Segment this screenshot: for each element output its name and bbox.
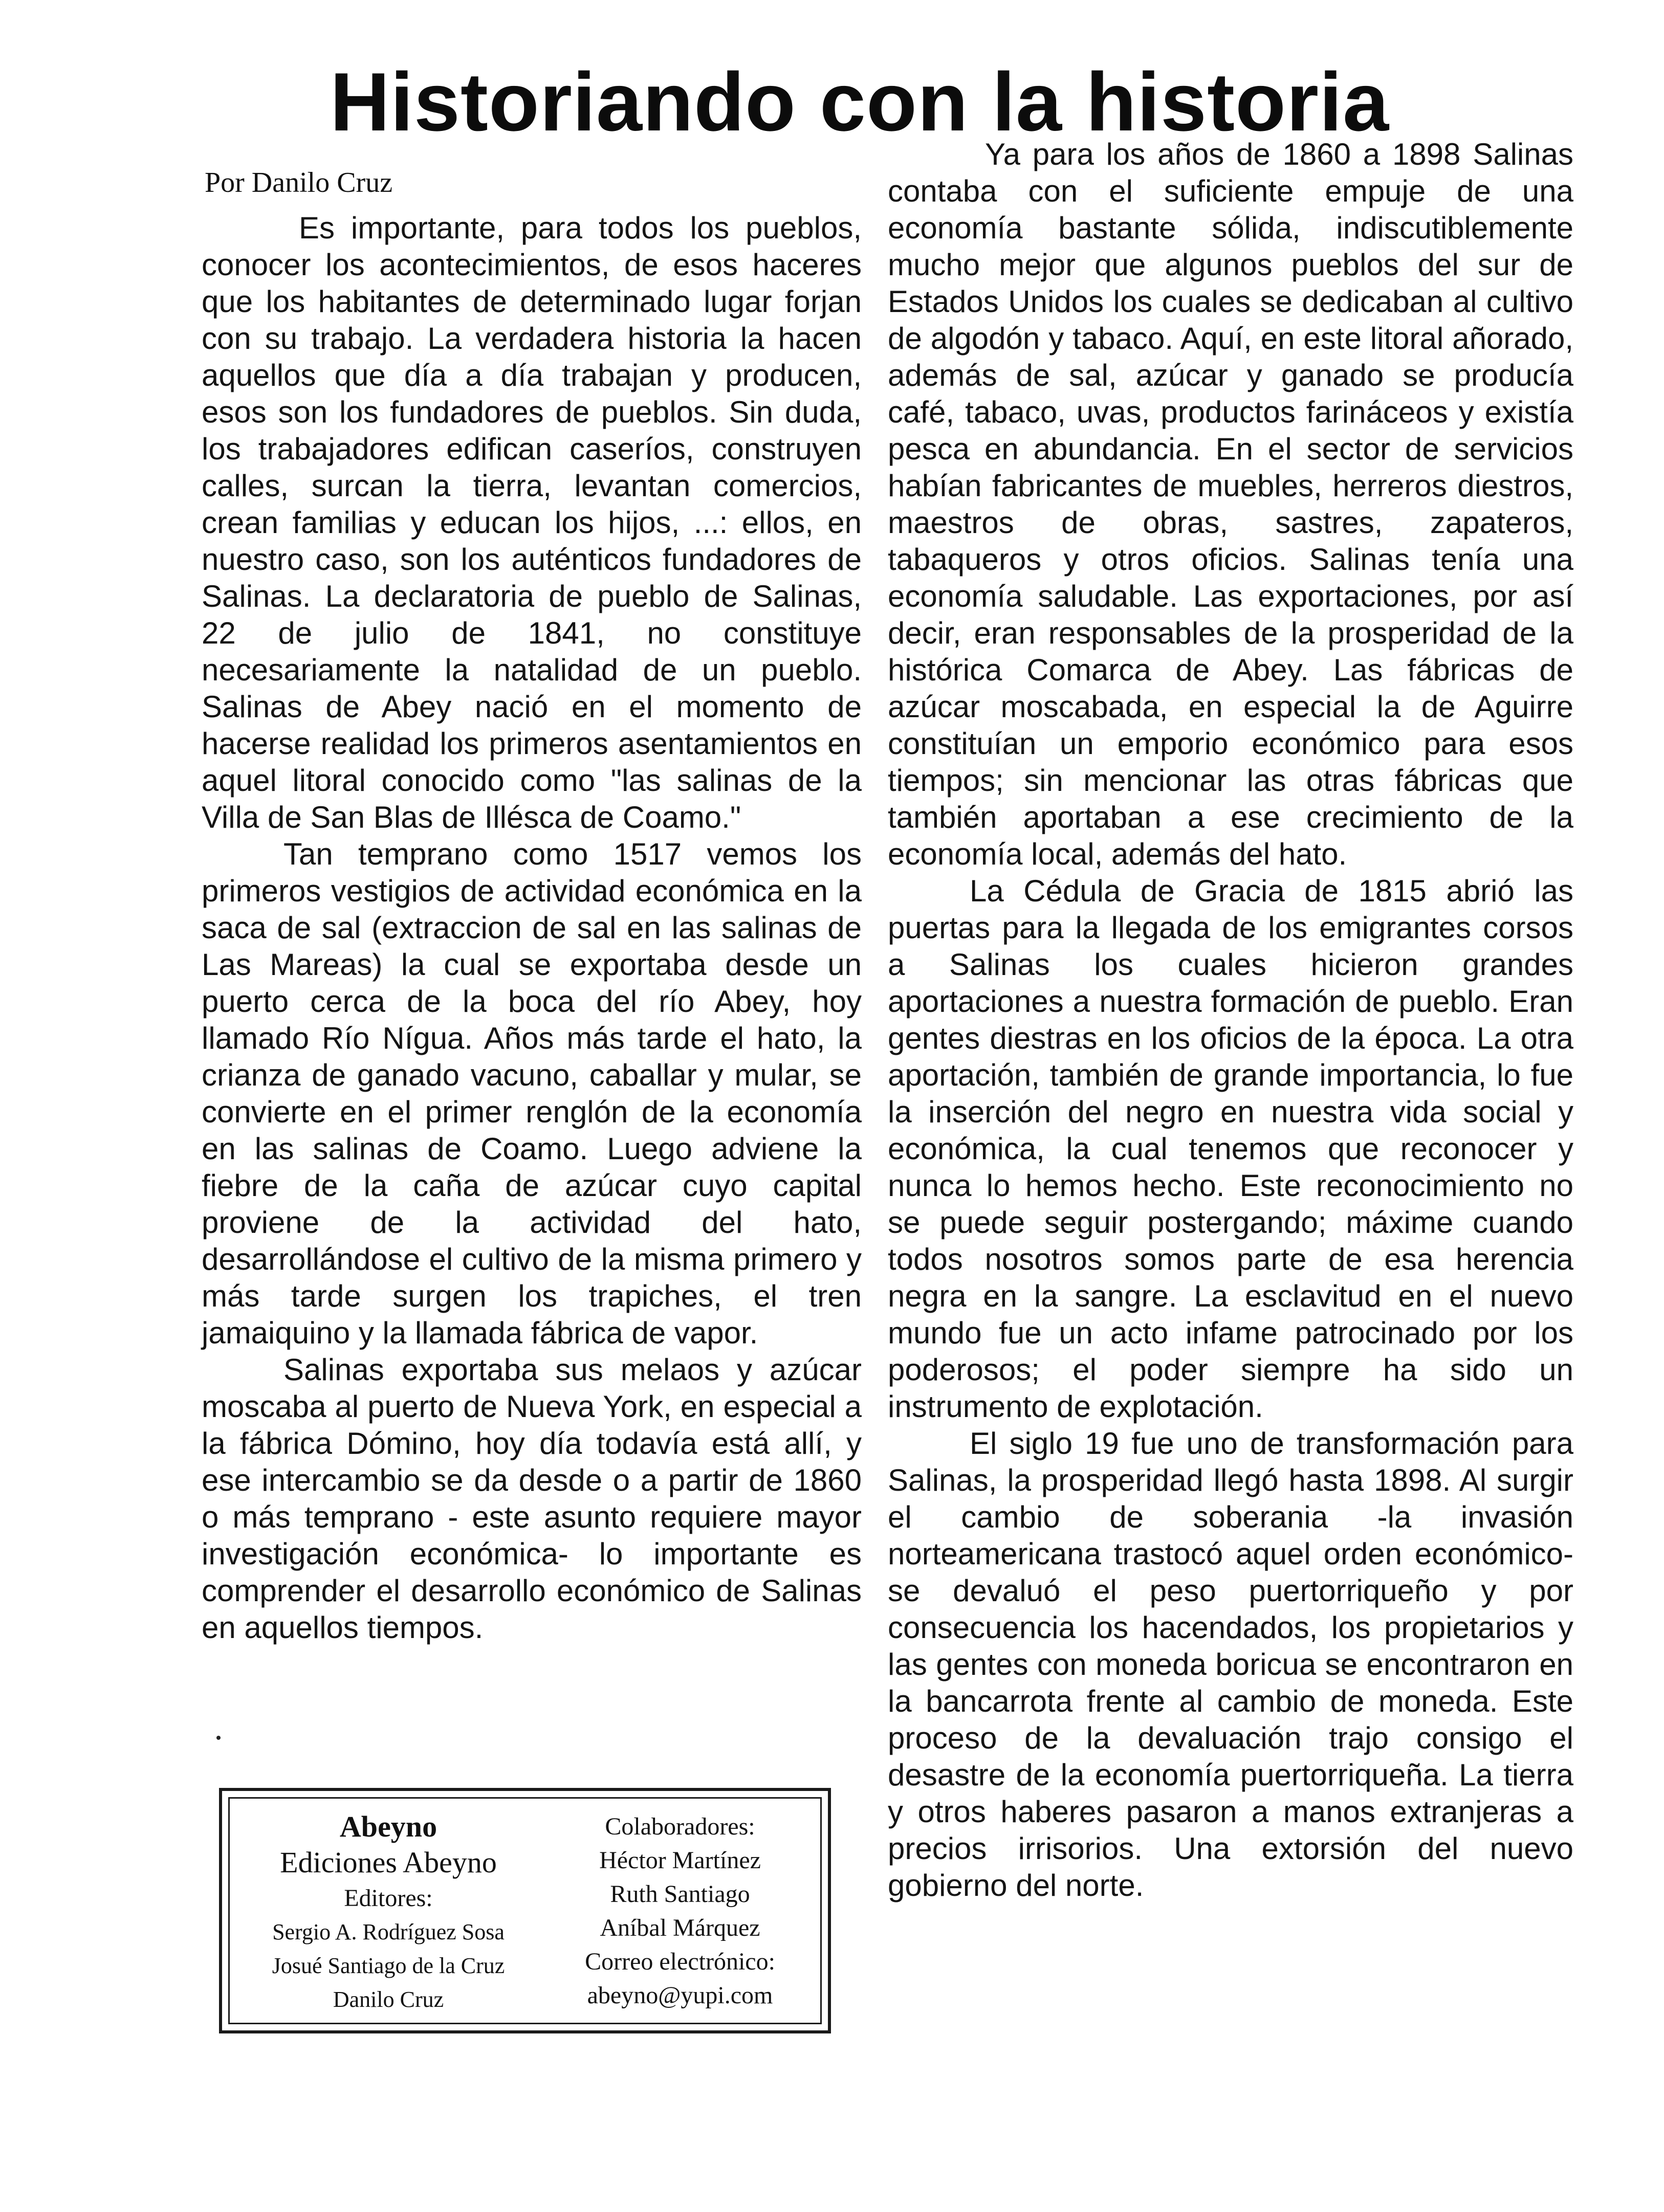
editor-name: Sergio A. Rodríguez Sosa — [272, 1919, 505, 1944]
right-column — [888, 136, 1573, 1904]
print-speck — [216, 1736, 221, 1740]
paragraph: Es importante, para todos los pueblos, conocer los acontecimientos, de esos haceres que los habitantes de determinado lugar forjan con su trabajo. La verdadera historia la hacen aquellos que día a día trabajan y producen, esos son los fundadores de pueblos. Sin duda, los trabajadores edifican caseríos, construyen calles, surcan la tierra, levantan comercios, crean familias y educan los hijos, ...: ellos, en nuestro caso, son los auténticos fundadores de Salinas. La declaratoria de pueblo de Salinas, 22 de julio de 1841, no constituye necesariamente la natalidad de un pueblo. Salinas de Abey nació en el momento de hacerse realidad los primeros asentamientos en aquel litoral conocido como "las salinas de la Villa de San Blas de Illésca de Coamo." — [202, 211, 862, 834]
publisher-name: Ediciones Abeyno — [280, 1846, 497, 1879]
left-column — [202, 210, 862, 1646]
paragraph: El siglo 19 fue uno de transformación para Salinas, la prosperidad llegó hasta 1898. Al surgir el cambio de soberania -la invasión norteamericana trastocó aquel orden económico-se devaluó el peso puertorriqueño y por consecuencia los hacendados, los propietarios y las gentes con moneda boricua se encontraron en la bancarrota frente al cambio de moneda. Este proceso de la devaluación trajo consigo el desastre de la economía puertorriqueña. La tierra y otros haberes pasaron a manos extranjeras a precios irrisorios. Una extorsión del nuevo gobierno del norte. — [888, 1426, 1573, 1903]
credits-left-column — [240, 1810, 537, 2017]
email-address: abeyno@yupi.com — [587, 1982, 773, 2009]
paragraph: Ya para los años de 1860 a 1898 Salinas contaba con el suficiente empuje de una economía bastante sólida, indiscutiblemente mucho mejor que algunos pueblos del sur de Estados Unidos los cuales se dedicaban al cultivo de algodón y tabaco. Aquí, en este litoral añorado, además de sal, azúcar y ganado se producía café, tabaco, uvas, productos farináceos y existía pesca en abundancia. En el sector de servicios habían fabricantes de muebles, herreros diestros, maestros de obras, sastres, zapateros, tabaqueros y otros oficios. Salinas tenía una economía saludable. Las exportaciones, por así decir, eran responsables de la prosperidad de la histórica Comarca de Abey. Las fábricas de azúcar moscabada, en especial la de Aguirre constituían un emporio económico para esos tiempos; sin mencionar las otras fábricas que también aportaban a ese crecimiento de la economía local, además del hato. — [888, 137, 1573, 871]
paragraph: Salinas exportaba sus melaos y azúcar moscaba al puerto de Nueva York, en especial a la fábrica Dómino, hoy día todavía está allí, y ese intercambio se da desde o a partir de 1860 o más temprano - este asunto requiere mayor investigación económica- lo importante es comprender el desarrollo económico de Salinas en aquellos tiempos. — [202, 1353, 862, 1645]
credits-right-column — [547, 1810, 813, 2012]
collaborator-name: Héctor Martínez — [599, 1847, 761, 1874]
email-label: Correo electrónico: — [585, 1948, 775, 1975]
byline: Por Danilo Cruz — [205, 167, 393, 198]
editors-label: Editores: — [344, 1885, 433, 1912]
editor-name: Josué Santiago de la Cruz — [272, 1953, 505, 1978]
editor-name: Danilo Cruz — [333, 1987, 444, 2012]
paragraph: Tan temprano como 1517 vemos los primeros vestigios de actividad económica en la saca de sal (extraccion de sal en las salinas de Las Mareas) la cual se exportaba desde un puerto cerca de la boca del río Abey, hoy llamado Río Nígua. Años más tarde el hato, la crianza de ganado vacuno, caballar y mular, se convierte en el primer renglón de la economía en las salinas de Coamo. Luego adviene la fiebre de la caña de azúcar cuyo capital proviene de la actividad del hato, desarrollándose el cultivo de la misma primero y más tarde surgen los trapiches, el tren jamaiquino y la llamada fábrica de vapor. — [202, 837, 862, 1350]
publication-name: Abeyno — [339, 1810, 437, 1843]
collaborator-name: Ruth Santiago — [610, 1881, 750, 1908]
credits-inner-border — [228, 1797, 822, 2024]
collaborator-name: Aníbal Márquez — [600, 1914, 760, 1941]
article-title: Historiando con la historia — [330, 56, 1390, 148]
paragraph: La Cédula de Gracia de 1815 abrió las puertas para la llegada de los emigrantes corsos a Salinas los cuales hicieron grandes aportaciones a nuestra formación de pueblo. Eran gentes diestras en los oficios de la época. La otra aportación, también de grande importancia, lo fue la inserción del negro en nuestra vida social y económica, la cual tenemos que reconocer y nunca lo hemos hecho. Este reconocimiento no se puede seguir postergando; máxime cuando todos nosotros somos parte de esa herencia negra en la sangre. La esclavitud en el nuevo mundo fue un acto infame patrocinado por los poderosos; el poder siempre ha sido un instrumento de explotación. — [888, 874, 1573, 1424]
credits-box — [219, 1788, 831, 2033]
collaborators-label: Colaboradores: — [605, 1813, 755, 1840]
